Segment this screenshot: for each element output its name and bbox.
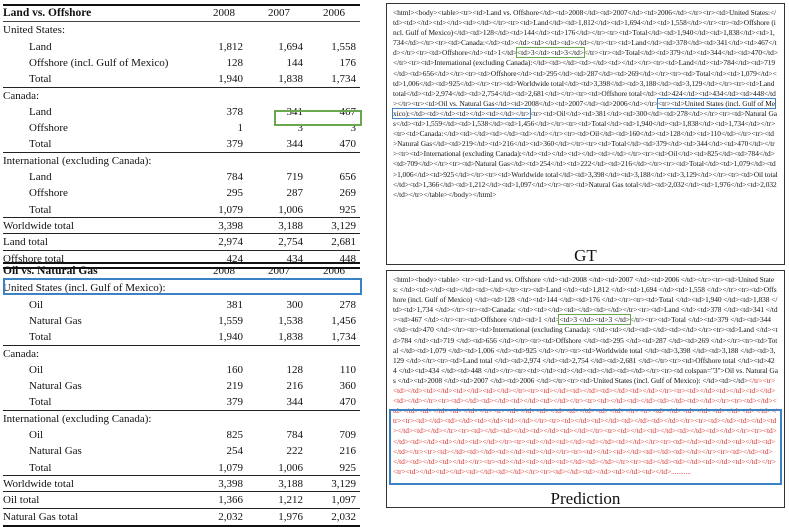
row-value: 295 <box>226 187 243 200</box>
row-label: United States: <box>3 24 66 37</box>
table-row <box>3 22 360 38</box>
row-value: 176 <box>339 56 356 69</box>
table-row <box>3 329 360 345</box>
row-value: 3,398 <box>218 477 243 490</box>
pred-code-part: </tr><tr><td>Total </td><td>379 </td><td>344 </td><td>470 </td></tr><tr><td>International (excluding Canada): </td><td></td><td></td><td></td></tr><tr><td>Land </td><td>784 </td><td>719 </td><td>656 </td></tr><tr><td>Offshore </td><td>295 </td><td>287 </td><td>269 </td></tr><tr><td>Total </td><td>1,079 </td><td>1,006 </td><td>925 </td></tr><tr><td>Worldwide total </td><td>3,398 </td><td>3,188 </td><td>3,129 </td></tr><tr><td>Land total </td><td>2,974 </td><td>2,754 </td><td>2,681 </td></tr><tr><td>Offshore total </td><td>424 </td><td>434 </td><td>448 </td></tr><tr><td></td><td></td><td></td><td></td></tr><tr><td colspan="3">Oil vs. Natural Gas </td><td>2008 </td><td>2007 </td><td>2006 </td></tr> <box>393 315 778 385</box>
row-value: 719 <box>286 171 303 183</box>
row-label: Oil <box>29 429 44 441</box>
row-value: 709 <box>339 429 356 441</box>
table-title: Land vs. Offshore <box>3 7 92 19</box>
row-value: 160 <box>226 363 243 376</box>
row-value: 1,079 <box>218 461 243 474</box>
prediction-label: Prediction <box>550 489 621 508</box>
row-value: 3,398 <box>218 219 243 232</box>
table-title: Oil vs. Natural Gas <box>3 265 98 277</box>
pred-code-red-error: </tr><tr><td></td><td></td><td></td><td></td></tr><tr><td></td><td></td><td></td><td></td></tr><tr><td></td><td></td><td></td><td></td></tr><tr><td></td><td></td><td></td><td></td></tr><tr><td></td><td></td><td></td><td></td></tr><tr><td></td><td></td><td></td><td></td></tr><tr><td></td><td></td><td></td><td></td></tr><tr><td></td><td></td><td></td><td></td></tr><tr><td></td><td></td><td></td><td></td></tr><tr><td></td><td></td><td></td><td></td></tr><tr><td></td><td></td><td></td><td></td></tr><tr><td></td><td></td><td></td><td></td></tr><tr><td></td><td></td><td></td><td></td></tr><tr><td></td><td></td><td></td><td></td></tr><tr><td></td><td></td><td></td><td></td></tr><tr><td></td><td></td><td></td><td></td></tr><tr><td></td><td></td><td></td><td></td></tr><tr><td></td><td></td><td></td><td></td></tr><tr><td></td><td></td><td></td><td></td></tr><tr><td></td><td></td><td></td><td></td></tr><tr><td></td><td></td><td></td><td></td></tr><tr><td></td><td></td><td></td><td></td></tr><tr><td></td><td></td><td></td><td></td>........... <box>393 375 778 476</box>
row-label: Offshore <box>29 122 68 135</box>
row-label: Total <box>29 203 52 216</box>
table-row <box>3 492 360 508</box>
row-value: 1 <box>237 122 243 135</box>
row-value: 1,538 <box>278 314 303 327</box>
row-value: 1,734 <box>331 331 356 344</box>
row-value: 1,559 <box>218 314 243 327</box>
row-value: 1,366 <box>218 494 243 507</box>
table-row <box>3 136 360 152</box>
row-value: 110 <box>339 363 356 376</box>
row-label: Land <box>29 40 52 53</box>
gt-label: GT <box>574 246 597 265</box>
row-label: Natural Gas <box>29 380 82 393</box>
row-value: 2,032 <box>331 510 356 523</box>
row-label: Oil <box>29 298 44 311</box>
source-table-image <box>3 0 360 523</box>
row-value: 1,456 <box>331 314 356 327</box>
row-value: 3,188 <box>278 219 303 232</box>
row-value: 1,212 <box>278 494 303 507</box>
row-label: Total <box>29 396 52 409</box>
table-row <box>3 88 360 104</box>
year-header: 2008 <box>213 265 235 277</box>
table-row <box>3 55 360 71</box>
gt-code-part: </tr><tr><td>Total</td><td>379</td><td>344</td><td>470</td></tr><tr><td>International (excluding Canada):</td><td></td><td></td><td></td></tr><tr><td>Land</td><td>784</td><td>719</td><td>656</td></tr><tr><td>Offshore</td><td>295</td><td>287</td><td>269</td></tr><tr><td>Total</td><td>1,079</td><td>1,006</td><td>925</td></tr><tr><td>Worldwide total</td><td>3,398</td><td>3,188</td><td>3,129</td></tr><tr><td>Land total</td><td>2,974</td><td>2,754</td><td>2,681</td></tr><tr><td>Offshore total</td><td>424</td><td>434</td><td>448</td></tr><tr><td>Oil vs. Natural Gas</td><td>2008</td><td>2007</td><td>2006</td></tr> <box>393 48 778 108</box>
row-value: 278 <box>339 298 356 311</box>
row-label: Total <box>29 461 52 474</box>
row-label: Oil total <box>3 494 40 507</box>
row-value: 925 <box>339 461 356 474</box>
year-header: 2006 <box>323 7 345 19</box>
row-value: 1,006 <box>278 203 303 216</box>
blue-highlight-box <box>3 278 362 295</box>
gt-code-blue-highlight: <tr><td>United States (incl. Gulf of Mexico):</td><td></td><td></td><td></td></tr> <box>393 98 775 118</box>
year-header: 2006 <box>323 265 345 277</box>
row-value: 128 <box>226 56 243 69</box>
row-value: 2,681 <box>331 236 356 249</box>
year-header: 2007 <box>268 265 290 277</box>
row-label: Land total <box>3 236 48 249</box>
row-value: 3,129 <box>331 219 356 232</box>
table-row <box>3 394 360 410</box>
pred-code-green-highlight: <td>3 </td><td>3 </td> <box>559 315 630 325</box>
gt-html-code <box>387 4 784 204</box>
gt-code-part: <html><body><table><tr><td>Land vs. Offshore</td><td>2008</td><td>2007</td><td>2006</td></tr><tr><td>United States:</td><td></td><td></td><td></td></tr><tr><td>Land</td><td>1,812</td><td>1,694</td><td>1,558</td></tr><tr><td>Offshore (incl. Gulf of Mexico)</td><td>128</td><td>144</td><td>176</td></tr><tr><td>Total</td><td>1,940</td><td>1,838</td><td>1,734</td></tr><tr><td>Canada:</td><td></td><td></td><td></td></tr><tr><td>Land</td><td>378</td><td>341</td><td>467</td></tr><tr><td>Offshore</td><td>1</td> <box>393 8 777 58</box>
year-header: 2007 <box>268 7 290 19</box>
row-label: Worldwide total <box>3 477 74 490</box>
row-value: 344 <box>286 396 303 409</box>
row-value: 1,006 <box>278 461 303 474</box>
row-label: Offshore total <box>3 252 65 265</box>
table-row <box>3 362 360 378</box>
row-value: 379 <box>226 138 243 151</box>
row-label: Total <box>29 138 52 151</box>
row-label: Total <box>29 331 52 344</box>
row-value: 1,940 <box>218 73 243 86</box>
row-value: 222 <box>286 445 303 458</box>
year-header: 2008 <box>213 7 235 19</box>
gt-html-panel <box>386 3 785 265</box>
row-value: 1,734 <box>331 73 356 86</box>
row-value: 784 <box>286 429 303 441</box>
row-label: Land <box>29 171 52 183</box>
row-value: 300 <box>286 298 303 311</box>
table-row <box>3 346 360 362</box>
row-value: 254 <box>226 445 243 458</box>
row-value: 216 <box>339 445 356 458</box>
row-value: 467 <box>339 105 356 118</box>
table-row <box>3 313 360 329</box>
row-label: Natural Gas total <box>3 510 79 523</box>
row-label: Natural Gas <box>29 314 82 327</box>
row-value: 219 <box>226 380 243 393</box>
row-value: 1,812 <box>218 40 243 53</box>
table-row <box>3 476 360 492</box>
row-value: 1,976 <box>278 510 303 523</box>
row-value: 424 <box>226 252 243 265</box>
row-value: 1,838 <box>278 73 303 86</box>
row-value: 341 <box>286 105 303 118</box>
row-value: 379 <box>226 396 243 409</box>
row-value: 216 <box>286 380 303 393</box>
row-value: 144 <box>286 56 303 69</box>
row-value: 470 <box>339 396 356 409</box>
gt-code-green-highlight: <td>3</td><td>3</td> <box>517 48 584 58</box>
row-value: 1,940 <box>218 331 243 344</box>
row-value: 925 <box>339 203 356 216</box>
row-label: Land <box>29 105 52 118</box>
table-row <box>3 234 360 250</box>
row-label: Natural Gas <box>29 445 82 458</box>
row-value: 344 <box>286 138 303 151</box>
row-value: 470 <box>339 138 356 151</box>
row-value: 3,188 <box>278 477 303 490</box>
row-label: Canada: <box>3 89 40 102</box>
row-label: International (excluding Canada): <box>3 154 152 167</box>
row-label: Oil <box>29 363 44 376</box>
row-label: International (excluding Canada): <box>3 412 152 425</box>
pred-code-blue-start: <tr><td>United States (incl. Gulf of Mexico): </td><td></td> <box>566 375 748 385</box>
green-highlight-box <box>274 110 362 126</box>
table-row <box>3 427 360 443</box>
row-value: 1,079 <box>218 203 243 216</box>
prediction-html-panel <box>386 270 785 508</box>
row-value: 434 <box>286 252 303 265</box>
table-row <box>3 185 360 201</box>
row-value: 2,974 <box>218 236 243 249</box>
table-row <box>3 153 360 169</box>
row-value: 378 <box>226 105 243 118</box>
row-label: Canada: <box>3 347 40 360</box>
row-value: 360 <box>339 380 356 393</box>
row-value: 381 <box>226 298 243 311</box>
table-row <box>3 443 360 459</box>
row-label: United States (incl. Gulf of Mexico): <box>3 282 166 295</box>
row-value: 825 <box>226 429 243 441</box>
row-value: 1,558 <box>331 40 356 53</box>
row-value: 3 <box>297 122 303 135</box>
row-value: 784 <box>226 171 243 183</box>
row-value: 1,838 <box>278 331 303 344</box>
gt-code-part: <tr><td>Oil</td><td>381</td><td>300</td><td>278</td></tr><tr><td>Natural Gas</td><td>1,559</td><td>1,538</td><td>1,456</td></tr><tr><td>Total</td><td>1,940</td><td>1,838</td><td>1,734</td></tr><tr><td>Canada:</td><td></td><td></td><td></td></tr><tr><td>Oil</td><td>160</td><td>128</td><td>110</td></tr><tr><td>Natural Gas</td><td>219</td><td>216</td><td>360</td></tr><tr><td>Total</td><td>379</td><td>344</td><td>470</td></tr><tr><td>International (excluding Canada):</td><td></td><td></td><td></td></tr><tr><td>Oil</td><td>825</td><td>784</td><td>709</td></tr><tr><td>Natural Gas</td><td>254</td><td>222</td><td>216</td></tr><tr><td>Total</td><td>1,079</td><td>1,006</td><td>925</td></tr><tr><td>Worldwide total</td><td>3,398</td><td>3,188</td><td>3,129</td></tr><tr><td>Oil total</td><td>1,366</td><td>1,212</td><td>1,097</td></tr><tr><td>Natural Gas total</td><td>2,032</td><td>1,976</td><td>2,032</td></tr></table></body></html> <box>393 108 778 199</box>
row-value: 269 <box>339 187 356 200</box>
row-value: 128 <box>286 363 303 376</box>
row-value: 3,129 <box>331 477 356 490</box>
row-label: Offshore <box>29 187 68 200</box>
row-value: 1,097 <box>331 494 356 507</box>
table-row <box>3 218 360 234</box>
table-row <box>3 39 360 55</box>
row-value: 2,032 <box>218 510 243 523</box>
table-row <box>3 378 360 394</box>
table-row <box>3 71 360 87</box>
table-bottom-rule <box>3 525 360 527</box>
pred-code-part: <html><body><table> <tr><td>Land vs. Offshore </td><td>2008 </td><td>2007 </td><td>2006 </td></tr><tr><td>United States: </td><td></td><td></td><td></td></tr><tr><td>Land </td><td>1,812 </td><td>1,694 </td><td>1,558 </td></tr><tr><td>Offshore (incl. Gulf of Mexico) </td><td>128 </td><td>144 </td><td>176 </td></tr><tr><td>Total </td><td>1,940 </td><td>1,838 </td><td>1,734 </td></tr><tr><td>Canada: </td><td></td><td></td><td></td></tr><tr><td>Land </td><td>378 </td><td>341 </td><td>467 </td></tr><tr><td>Offshore </td><td>1 </td> <box>393 275 778 325</box>
table-header-row <box>3 5 360 21</box>
row-value: 2,754 <box>278 236 303 249</box>
row-label: Offshore (incl. Gulf of Mexico) <box>29 56 169 69</box>
row-label: Worldwide total <box>3 219 74 232</box>
table-row <box>3 202 360 218</box>
pred-blue-highlight-box <box>389 409 782 485</box>
table-row <box>3 297 360 313</box>
row-value: 656 <box>339 171 356 183</box>
table-row <box>3 169 360 185</box>
row-label: Total <box>29 73 52 86</box>
table-row <box>3 460 360 476</box>
row-value: 1,694 <box>278 40 303 53</box>
row-value: 287 <box>286 187 303 200</box>
table-row <box>3 411 360 427</box>
table-header-row <box>3 263 360 279</box>
row-value: 448 <box>339 252 356 265</box>
row-value: 3 <box>350 122 356 135</box>
